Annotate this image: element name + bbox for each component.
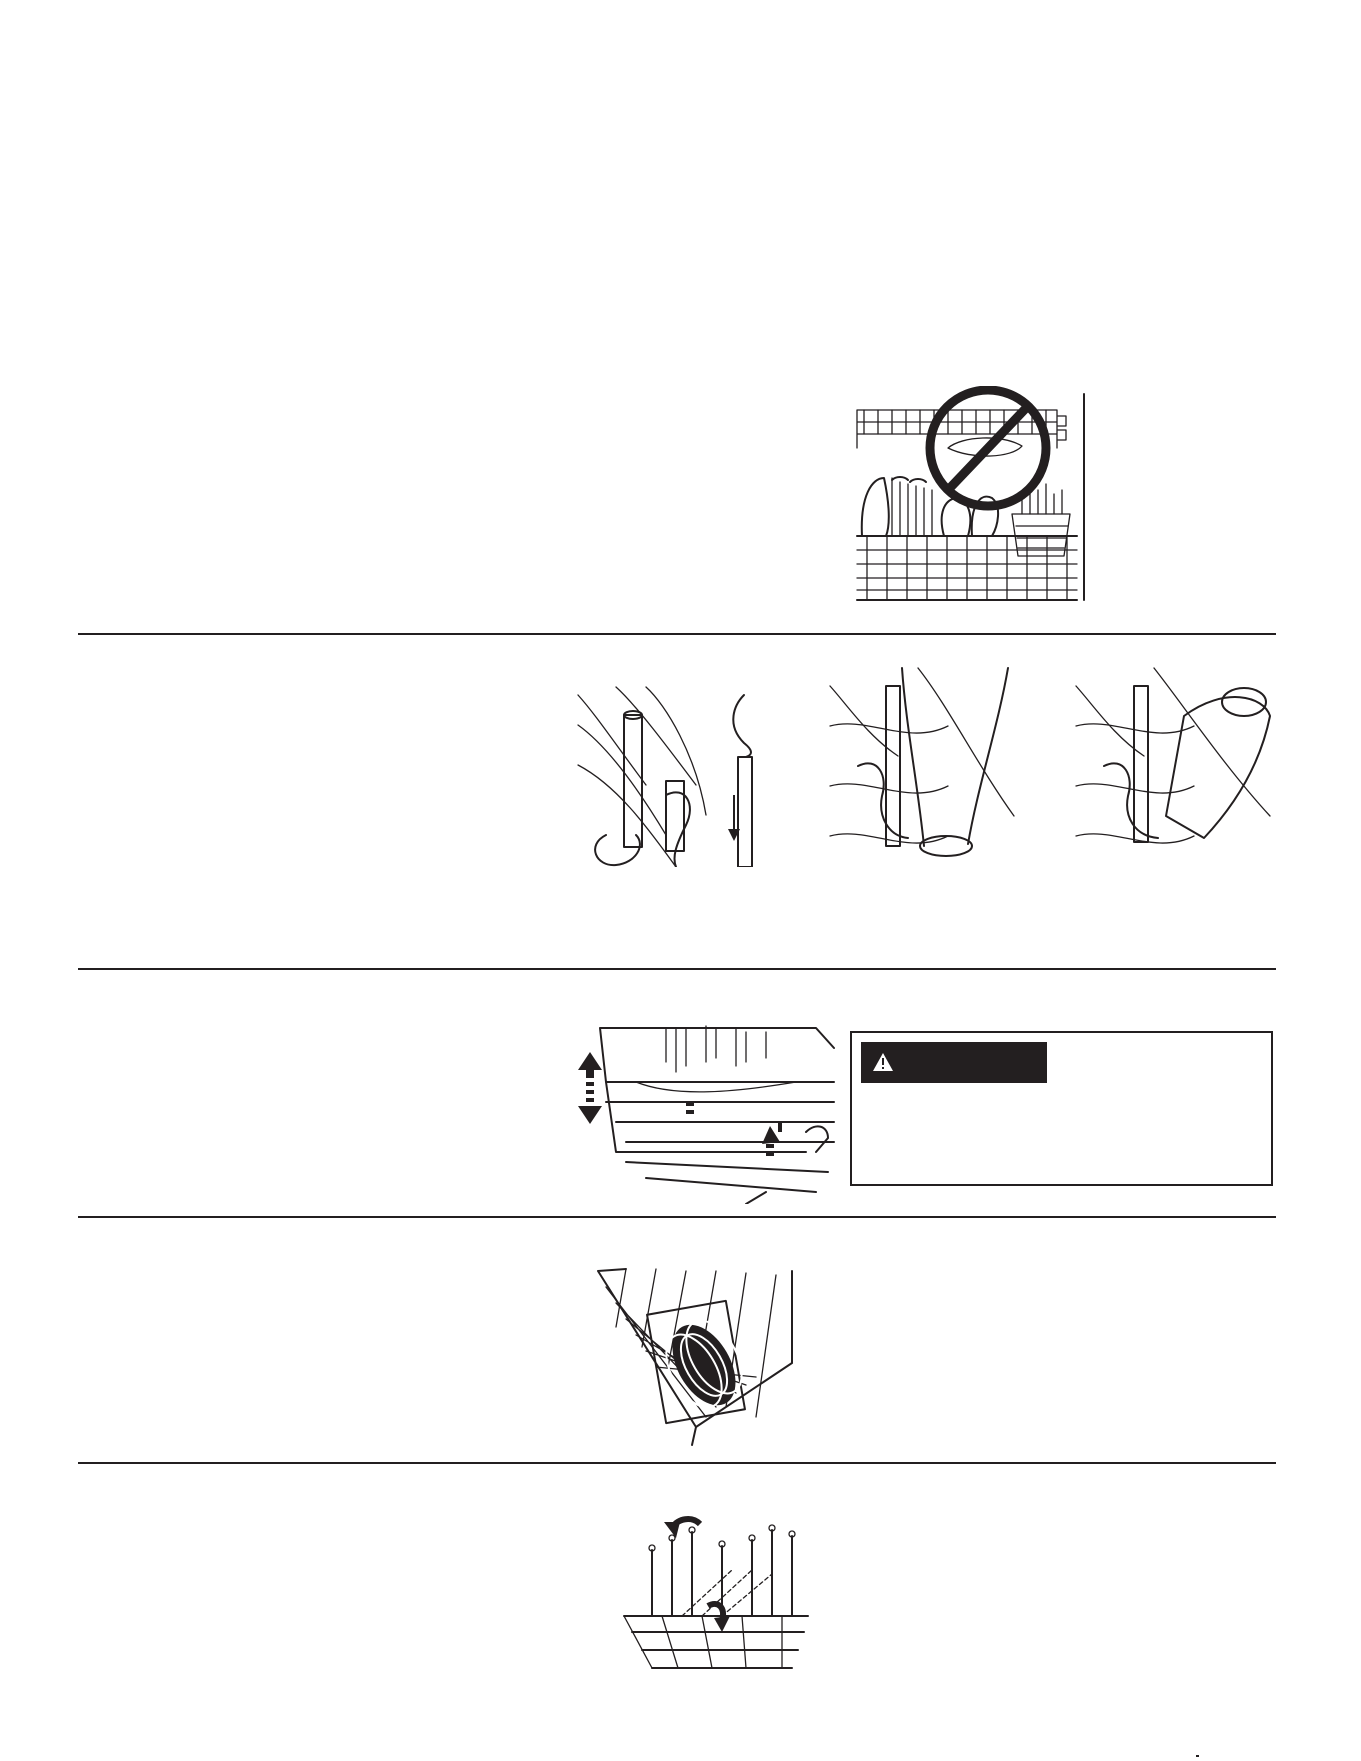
- warning-triangle-icon: [872, 1052, 894, 1072]
- section-divider: [78, 633, 1276, 635]
- tall-item-figure-1: [828, 666, 1020, 864]
- tall-item-figure-2: [1074, 666, 1274, 864]
- tine-removal-illustration: [576, 685, 776, 867]
- section-divider: [78, 1462, 1276, 1464]
- section-divider: [78, 1216, 1276, 1218]
- fold-down-rack-figure: [596, 1267, 794, 1447]
- tall-item-illustration-1: [828, 666, 1020, 864]
- upper-rack-prohibited-figure: [852, 386, 1092, 608]
- folding-tines-figure: [622, 1510, 810, 1670]
- tine-removal-figure: [576, 685, 776, 867]
- rack-height-adjust-figure: [566, 1022, 836, 1204]
- folding-tines-illustration: [622, 1510, 810, 1670]
- section-divider: [78, 968, 1276, 970]
- rack-height-adjust-illustration: [566, 1022, 836, 1204]
- fold-down-rack-illustration: [596, 1267, 794, 1447]
- page-footer-mark: [1196, 1755, 1199, 1757]
- warning-box: [850, 1031, 1273, 1186]
- warning-banner: [861, 1042, 1047, 1083]
- upper-rack-prohibited-illustration: [852, 386, 1092, 608]
- tall-item-illustration-2: [1074, 666, 1274, 864]
